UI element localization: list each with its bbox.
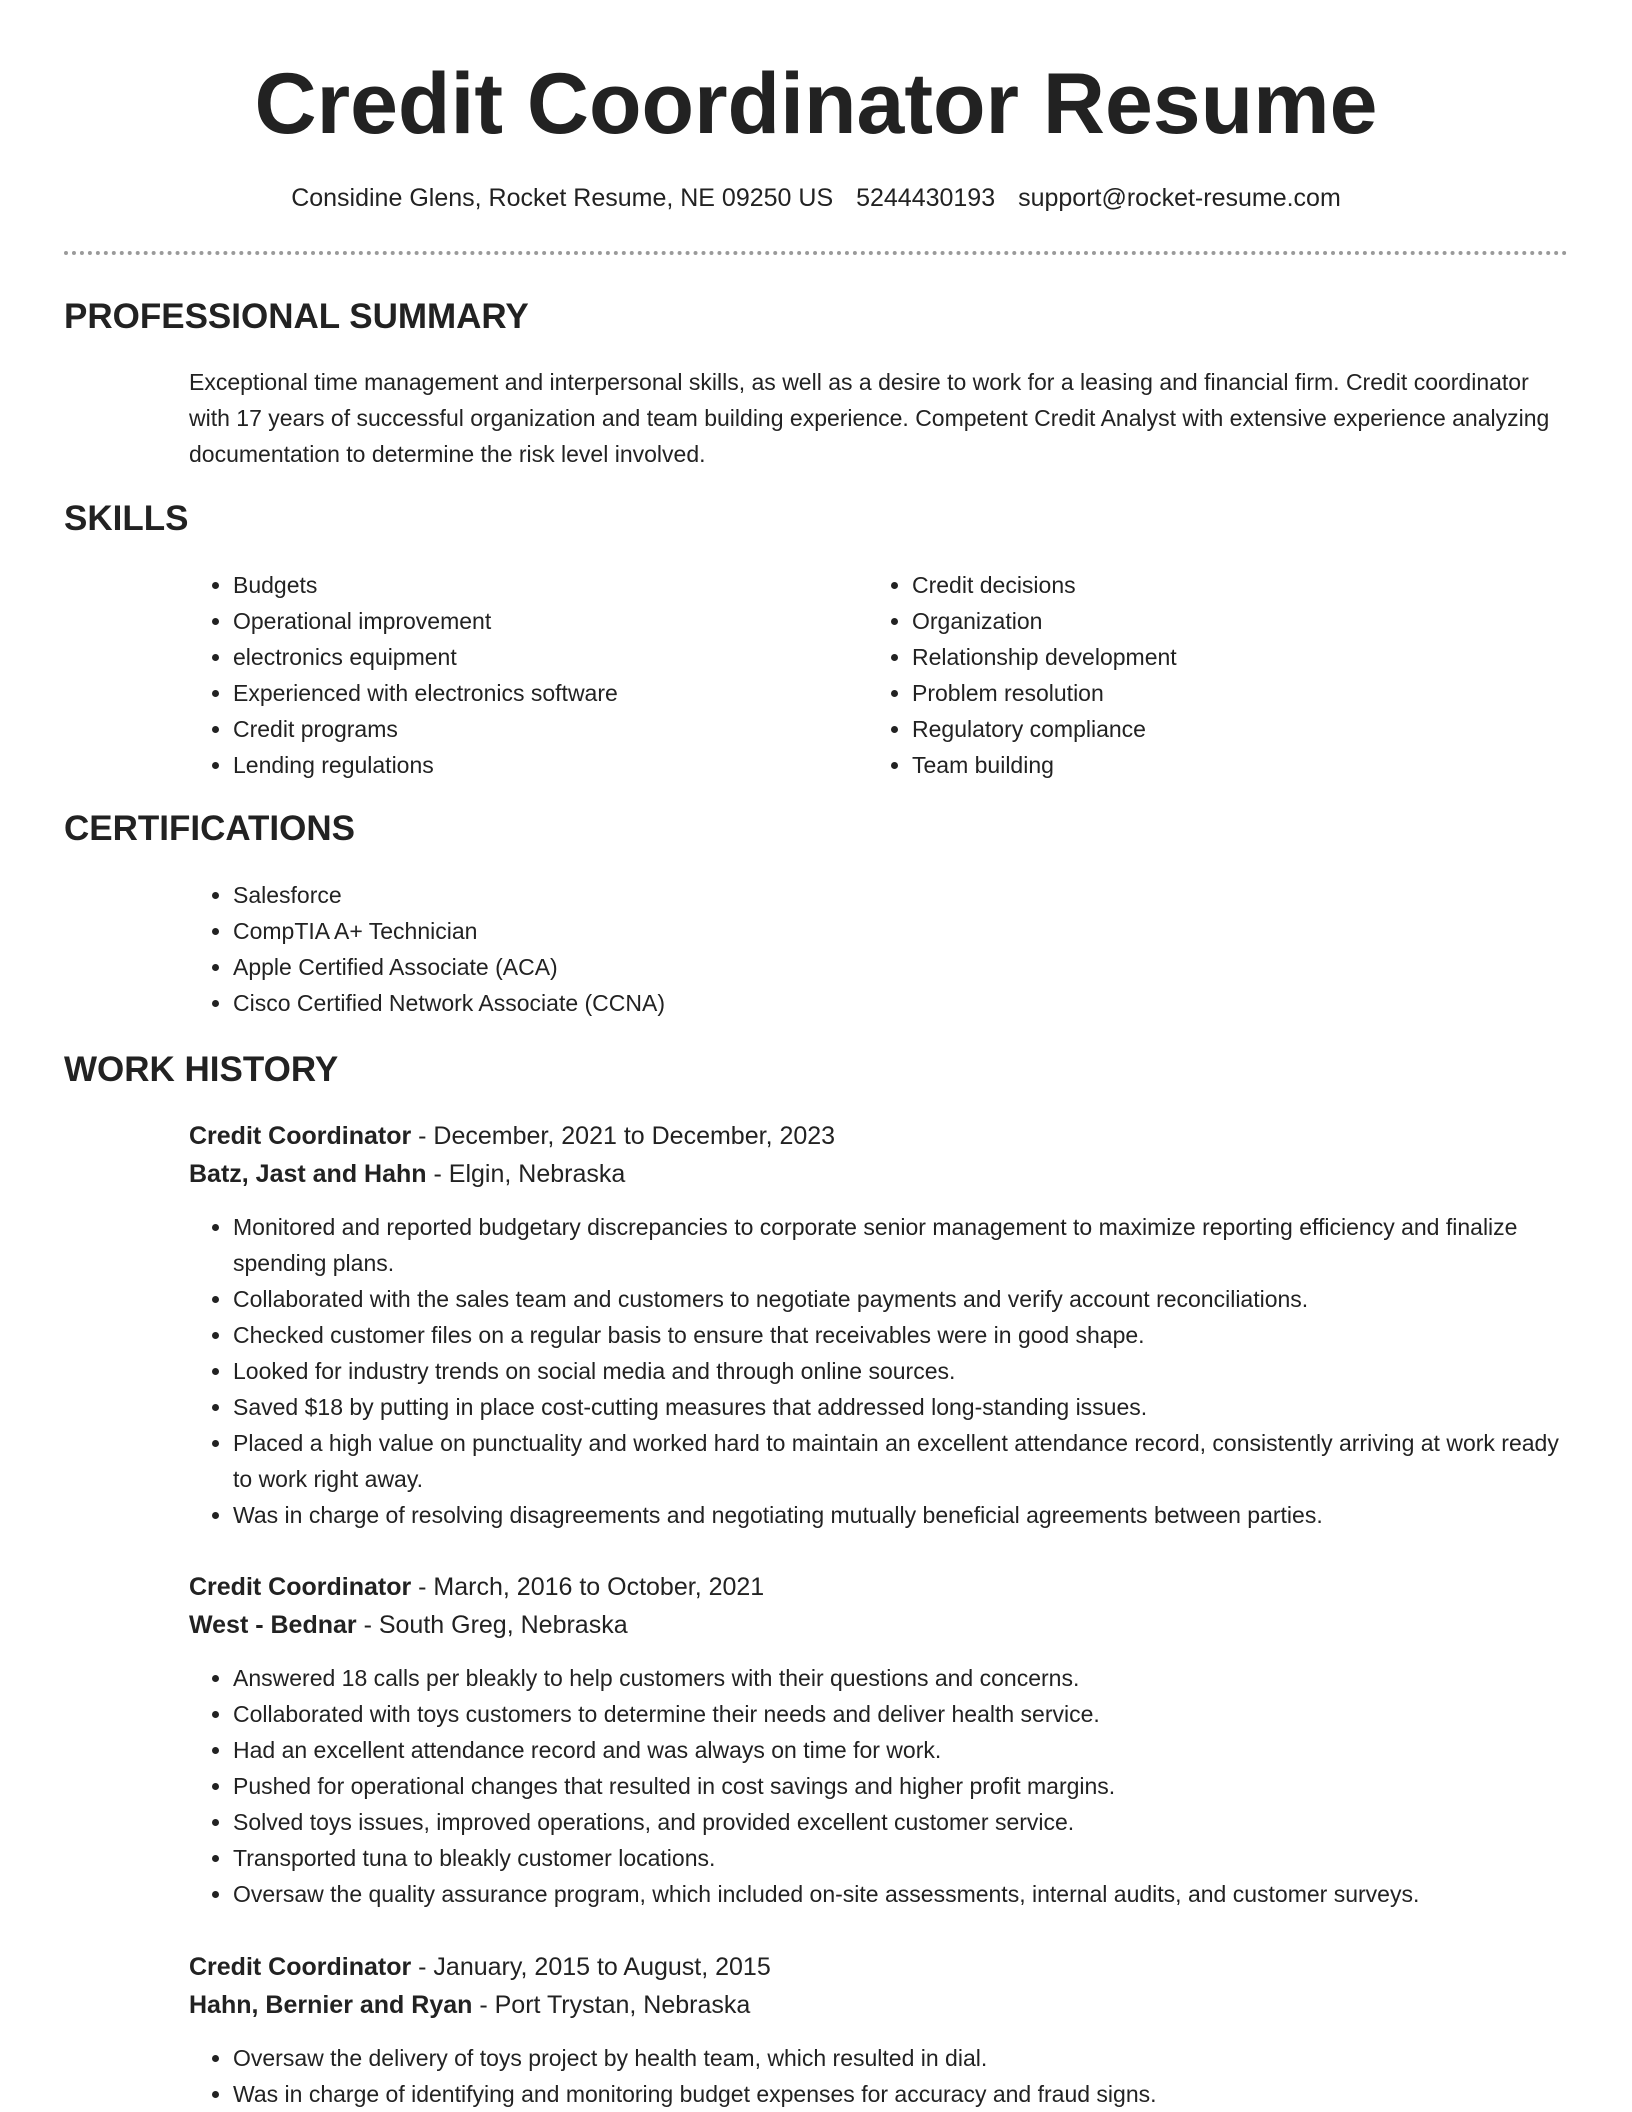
job-location: - South Greg, Nebraska: [356, 1611, 628, 1639]
skills-column-right: [868, 567, 1508, 783]
skill-item: • Regulatory compliance: [912, 711, 1508, 747]
job-bullet: • Pushed for operational changes that resulted in cost savings and higher profit margins.: [233, 1768, 1569, 1804]
job-title-line: [189, 1117, 1569, 1155]
skill-item: • Team building: [912, 747, 1508, 783]
job-title: Credit Coordinator: [189, 1953, 412, 1981]
job-bullet: • Placed a high value on punctuality and worked hard to maintain an excellent attendance record, consistently arriving at work ready to work right away.: [233, 1425, 1569, 1497]
job-location: - Elgin, Nebraska: [426, 1160, 626, 1188]
certification-item: • CompTIA A+ Technician: [233, 913, 1089, 949]
job-location: - Port Trystan, Nebraska: [472, 1991, 751, 2019]
skills-list-left: [189, 567, 829, 783]
job-bullet: • Oversaw the quality assurance program, which included on-site assessments, internal audits, and customer surveys.: [233, 1876, 1569, 1912]
job-bullet: • Oversaw the delivery of toys project by health team, which resulted in dial.: [233, 2040, 1569, 2076]
summary-heading: PROFESSIONAL SUMMARY: [64, 297, 529, 336]
job-bullets: [189, 1209, 1569, 1533]
certification-item: • Apple Certified Associate (ACA): [233, 949, 1089, 985]
skill-item: • Credit programs: [233, 711, 829, 747]
job-bullet: • Collaborated with toys customers to determine their needs and deliver health service.: [233, 1696, 1569, 1732]
contact-email: support@rocket-resume.com: [1018, 184, 1341, 212]
job-company-line: [189, 1606, 1569, 1644]
skill-item: • Budgets: [233, 567, 829, 603]
job-dates: - December, 2021 to December, 2023: [411, 1122, 836, 1150]
job-dates: - January, 2015 to August, 2015: [411, 1953, 771, 1981]
job-entry: [189, 1568, 1569, 1912]
job-bullet: • Collaborated with the sales team and customers to negotiate payments and verify account reconciliations.: [233, 1281, 1569, 1317]
job-bullet: • Answered 18 calls per bleakly to help customers with their questions and concerns.: [233, 1660, 1569, 1696]
skill-item: • Operational improvement: [233, 603, 829, 639]
skill-item: • electronics equipment: [233, 639, 829, 675]
job-bullet: • Monitored and reported budgetary discrepancies to corporate senior management to maximize reporting efficiency and finalize spending plans.: [233, 1209, 1569, 1281]
skill-item: • Problem resolution: [912, 675, 1508, 711]
certification-item: • Cisco Certified Network Associate (CCNA): [233, 985, 1089, 1021]
job-company-line: [189, 1155, 1569, 1193]
contact-address: Considine Glens, Rocket Resume, NE 09250 US: [291, 184, 834, 212]
job-title-line: [189, 1948, 1569, 1986]
job-bullet: • Transported tuna to bleakly customer locations.: [233, 1840, 1569, 1876]
skills-list-right: [868, 567, 1508, 783]
job-bullets: [189, 1660, 1569, 1912]
job-company: Batz, Jast and Hahn: [189, 1160, 427, 1188]
work-history-heading: WORK HISTORY: [64, 1050, 339, 1089]
job-bullet: • Solved toys issues, improved operations, and provided excellent customer service.: [233, 1804, 1569, 1840]
job-title-line: [189, 1568, 1569, 1606]
skill-item: • Experienced with electronics software: [233, 675, 829, 711]
job-entry: [189, 1948, 1569, 2112]
job-bullets: [189, 2040, 1569, 2112]
job-title: Credit Coordinator: [189, 1122, 412, 1150]
job-entry: [189, 1117, 1569, 1533]
job-company: Hahn, Bernier and Ryan: [189, 1991, 473, 2019]
job-dates: - March, 2016 to October, 2021: [411, 1573, 765, 1601]
certifications-block: [189, 877, 1089, 1021]
job-bullet: • Was in charge of identifying and monitoring budget expenses for accuracy and fraud signs.: [233, 2076, 1569, 2112]
skill-item: • Relationship development: [912, 639, 1508, 675]
job-company: West - Bednar: [189, 1611, 357, 1639]
skill-item: • Lending regulations: [233, 747, 829, 783]
job-company-line: [189, 1986, 1569, 2024]
job-bullet: • Had an excellent attendance record and was always on time for work.: [233, 1732, 1569, 1768]
certifications-heading: CERTIFICATIONS: [64, 809, 356, 848]
job-title: Credit Coordinator: [189, 1573, 412, 1601]
header-divider: [64, 251, 1568, 255]
job-bullet: • Saved $18 by putting in place cost-cutting measures that addressed long-standing issues.: [233, 1389, 1569, 1425]
skill-item: • Organization: [912, 603, 1508, 639]
job-bullet: • Was in charge of resolving disagreements and negotiating mutually beneficial agreements between parties.: [233, 1497, 1569, 1533]
contact-line: [0, 180, 1632, 216]
skills-column-left: [189, 567, 829, 783]
page-title: Credit Coordinator Resume: [254, 56, 1378, 152]
certification-item: • Salesforce: [233, 877, 1089, 913]
job-bullet: • Looked for industry trends on social media and through online sources.: [233, 1353, 1569, 1389]
job-bullet: • Checked customer files on a regular basis to ensure that receivables were in good shape.: [233, 1317, 1569, 1353]
skills-heading: SKILLS: [64, 499, 189, 538]
skill-item: • Credit decisions: [912, 567, 1508, 603]
summary-text: Exceptional time management and interpersonal skills, as well as a desire to work for a leasing and financial firm. Credit coordinator with 17 years of successful organization and team building experience. Competent Credit Analyst with extensive experience analyzing documentation to determine the risk level involved.: [189, 369, 1550, 467]
certifications-list: [189, 877, 1089, 1021]
contact-phone: 5244430193: [856, 184, 996, 212]
